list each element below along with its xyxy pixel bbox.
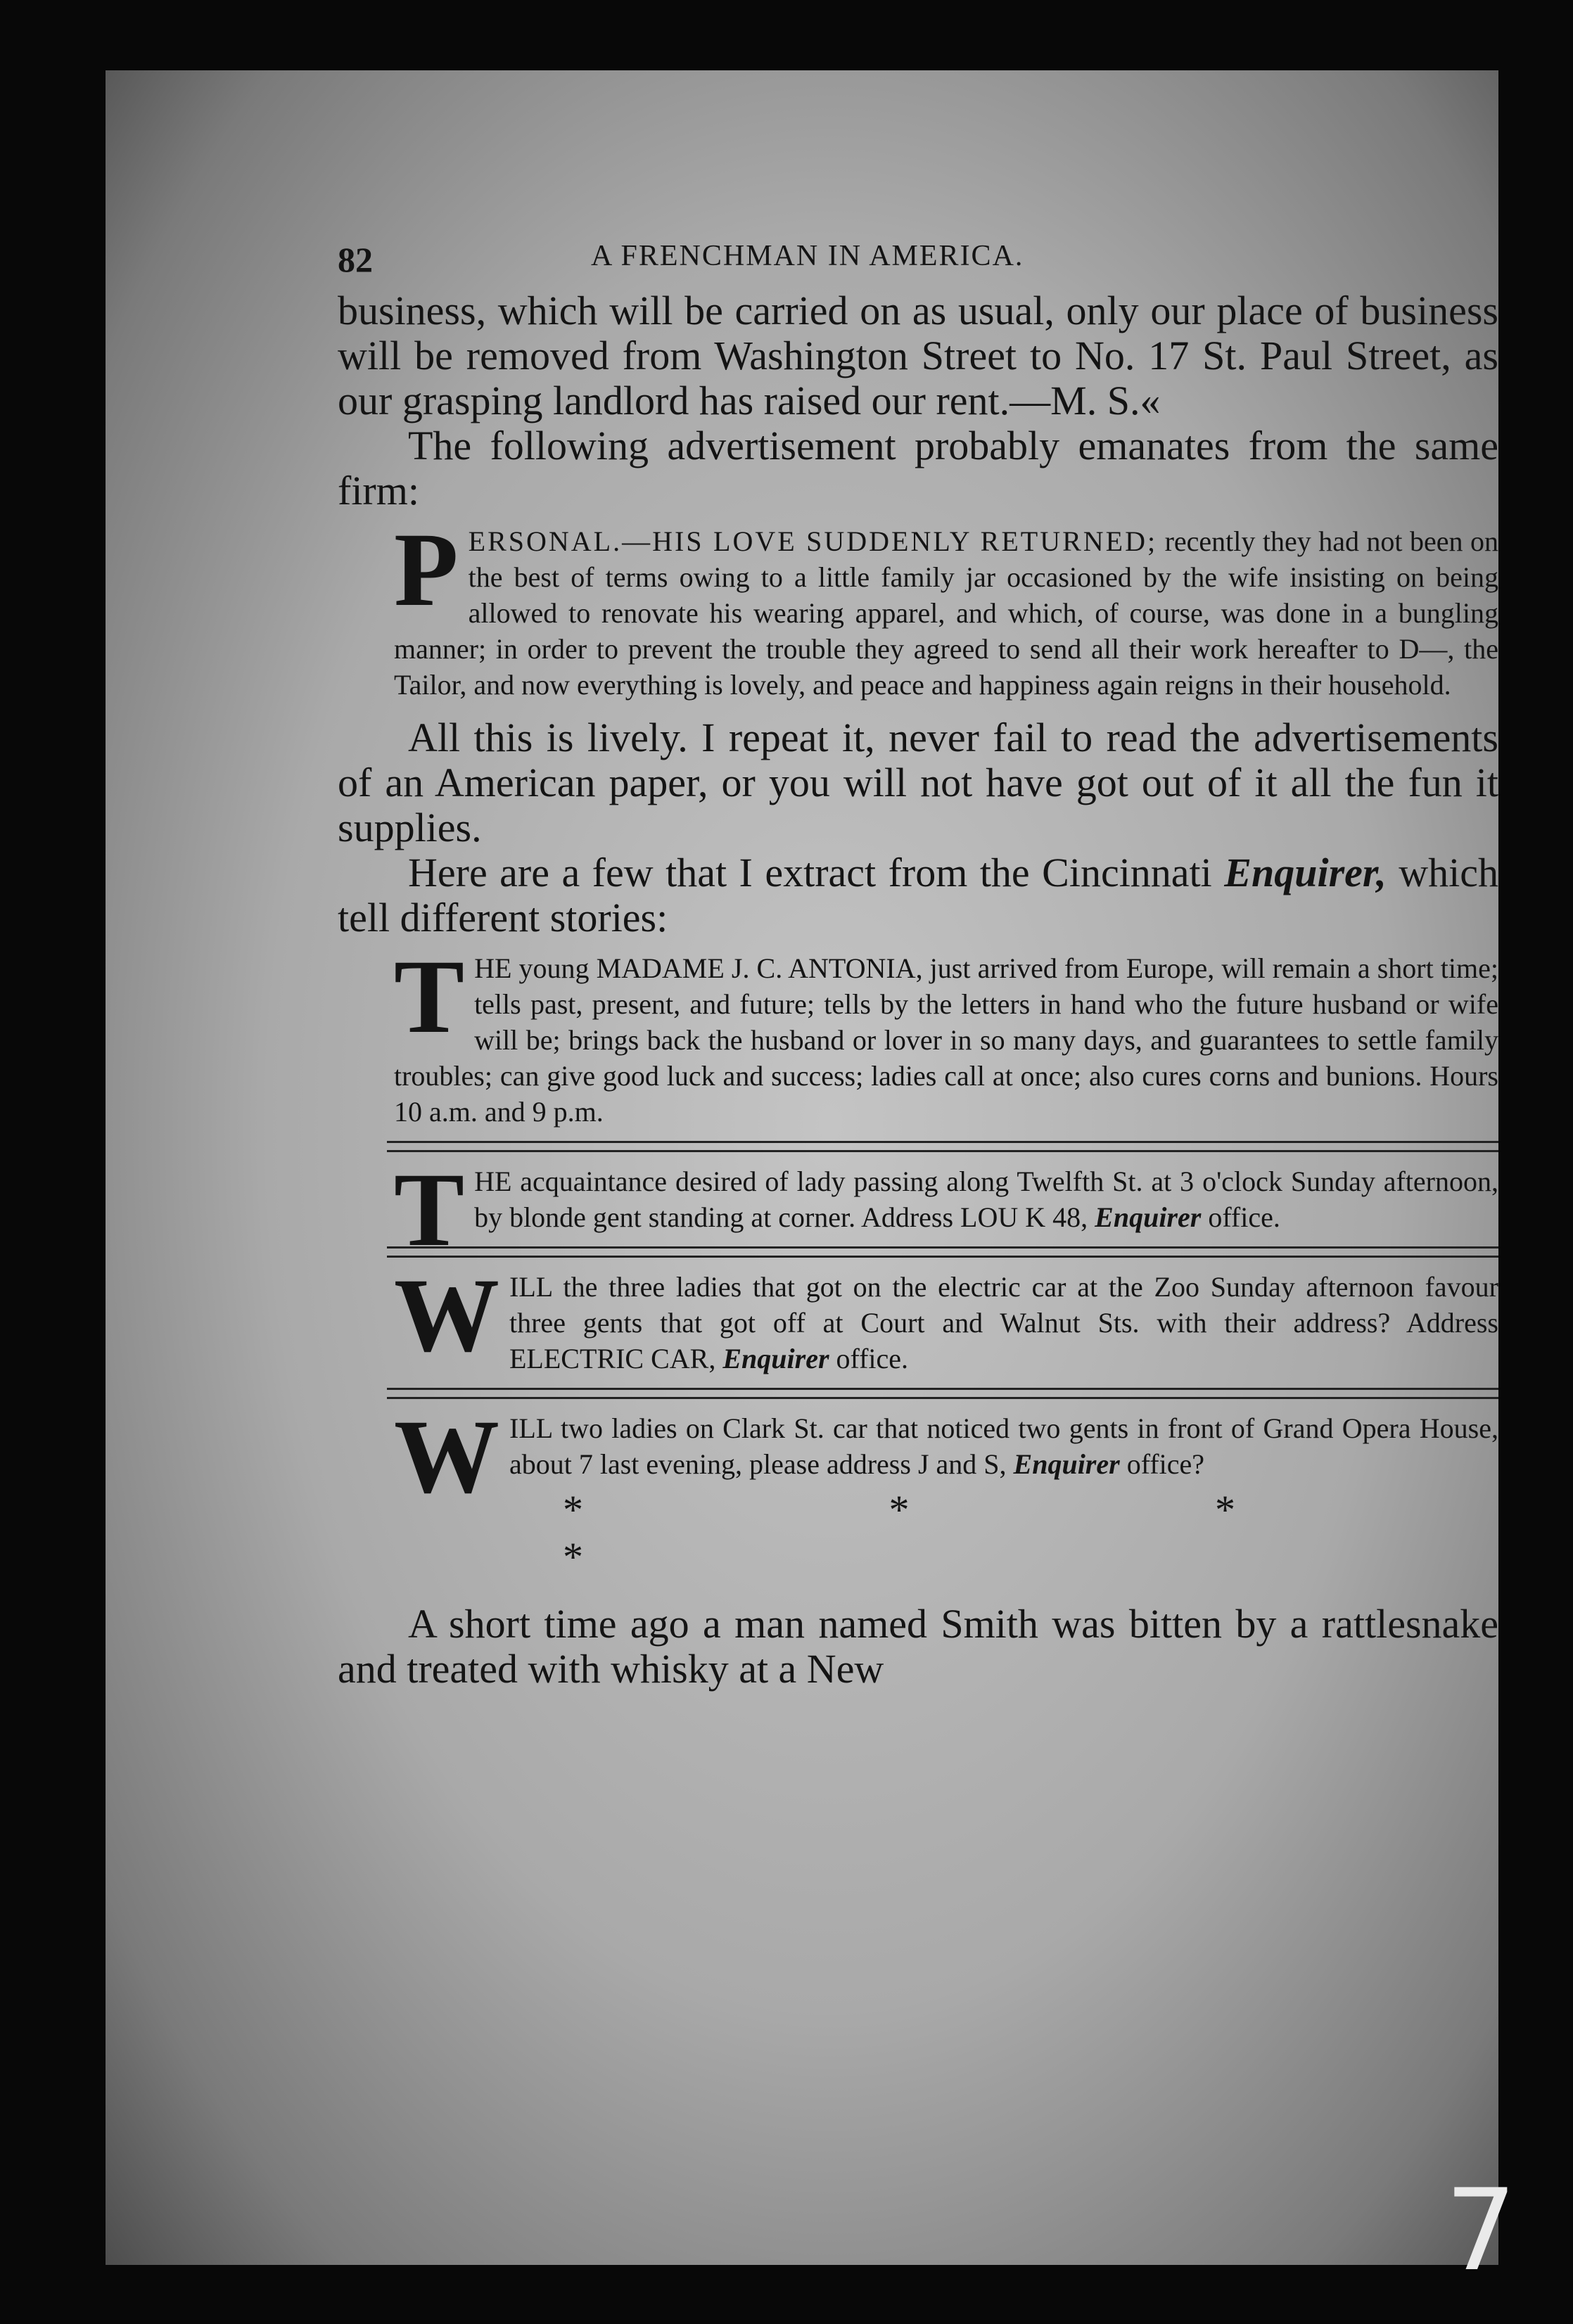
dropcap: P bbox=[394, 511, 459, 628]
ad-text: office? bbox=[1119, 1448, 1204, 1480]
ad-text: ILL two ladies on Clark St. car that noticed two gents in front of Grand Opera House, about 7 last evening, please address J and S, bbox=[509, 1412, 1498, 1480]
ad-text: ILL the three ladies that got on the electric car at the Zoo Sunday afternoon favour three gents that got off at Court and Walnut Sts. with their address? Address ELECTRIC CAR, bbox=[509, 1271, 1498, 1374]
paragraph-cincinnati bbox=[338, 850, 1498, 940]
ad-three-ladies bbox=[394, 1257, 1498, 1377]
ad-two-ladies bbox=[394, 1398, 1498, 1515]
book-page bbox=[106, 70, 1498, 2265]
ad-text: office. bbox=[1201, 1201, 1280, 1233]
running-head bbox=[338, 225, 1498, 288]
ad-antonia bbox=[394, 938, 1498, 1130]
ad-acquaintance bbox=[394, 1151, 1498, 1268]
newspaper-name: Enquirer bbox=[1013, 1448, 1120, 1480]
newspaper-name: Enquirer bbox=[1095, 1201, 1202, 1233]
dropcap: T bbox=[394, 1151, 465, 1268]
ad-text: HE acquaintance desired of lady passing along Twelfth St. at 3 o'clock Sunday afternoon, by blonde gent standing at corner. Address LOU K 48, bbox=[474, 1166, 1498, 1233]
newspaper-name: Enquirer bbox=[722, 1343, 829, 1374]
ad-text: HE young MADAME J. C. ANTONIA, just arrived from Europe, will remain a short time; tells past, present, and future; tells by the letters in hand who the future husband or wife will be; brings back the husband or lover in so many days, and guarantees to settle family troubles; can give good luck and success; ladies call at once; also cures corns and bunions. Hours 10 a.m. and 9 p.m. bbox=[394, 952, 1498, 1128]
ad-personal bbox=[394, 511, 1498, 703]
page-number: 82 bbox=[338, 240, 373, 279]
double-rule bbox=[387, 1141, 1498, 1152]
paragraph-lively: All this is lively. I repeat it, never fail to read the advertisements of an American paper, or you will not have got out of it all the fun it supplies. bbox=[338, 715, 1498, 850]
paragraph-intro-personal: The following advertisement probably emanates from the same firm: bbox=[338, 423, 1498, 513]
ad-text: office. bbox=[829, 1343, 909, 1374]
running-title: A FRENCHMAN IN AMERICA. bbox=[591, 240, 1024, 272]
paragraph-smith: A short time ago a man named Smith was bitten by a rattlesnake and treated with whisky at a New bbox=[338, 1601, 1498, 1692]
ad-text: recently they had not been on the best of terms owing to a little family jar occasioned by the wife insisting on being allowed to renovate his wearing apparel, and which, of course, was done in a bungling manner; in order to prevent the trouble they agreed to send all their work hereafter to D—, the Tailor, and now everything is lovely, and peace and happiness again reigns in their household. bbox=[394, 525, 1498, 701]
double-rule bbox=[387, 1388, 1498, 1399]
text-block bbox=[338, 225, 1498, 1692]
newspaper-name: Enquirer, bbox=[1224, 850, 1387, 895]
section-separator: * * * * bbox=[563, 1487, 1383, 1580]
ad-heading: ERSONAL.—HIS LOVE SUDDENLY RETURNED; bbox=[468, 525, 1158, 557]
paragraph-continuation: business, which will be carried on as usual, only our place of business will be removed from Washington Street to No. 17 St. Paul Street, as our grasping landlord has raised our rent.—M. S.« bbox=[338, 288, 1498, 423]
handwritten-margin-mark: 7 bbox=[1445, 2164, 1517, 2296]
dropcap: T bbox=[394, 938, 465, 1055]
paragraph-text: Here are a few that I extract from the Cincinnati bbox=[408, 850, 1225, 895]
dropcap: W bbox=[394, 1257, 499, 1374]
paragraph-text: which tell different stories: bbox=[338, 850, 1498, 940]
double-rule bbox=[387, 1246, 1498, 1258]
dropcap: W bbox=[394, 1398, 499, 1515]
